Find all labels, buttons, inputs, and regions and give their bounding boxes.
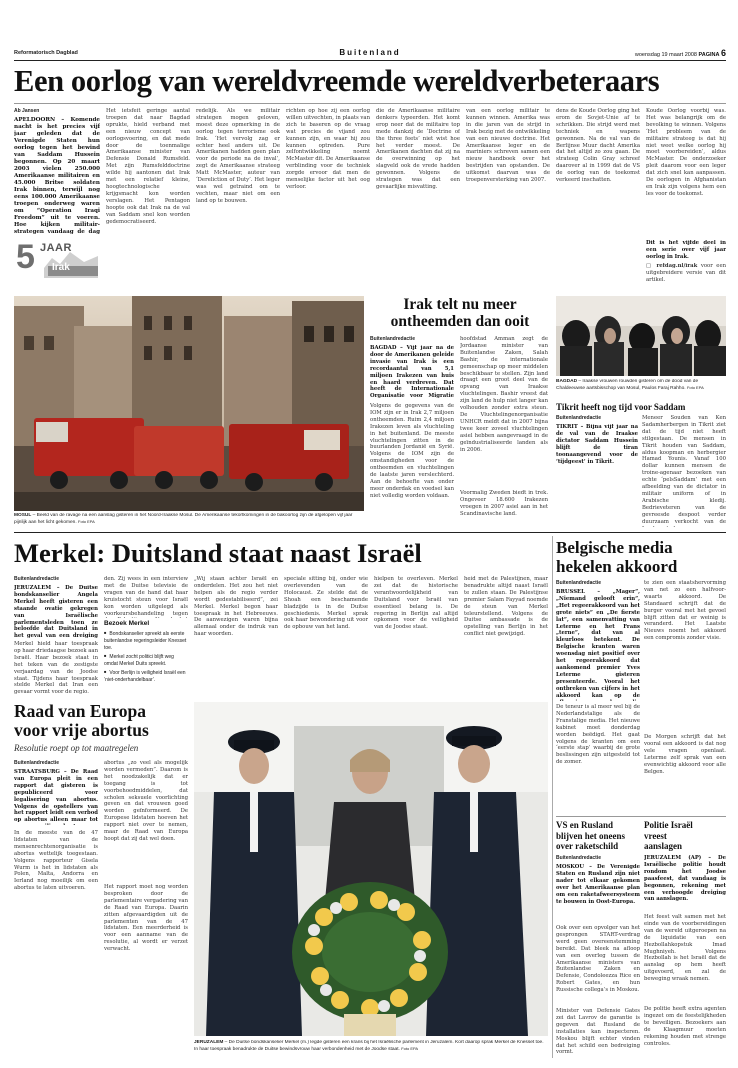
europe-headline-line-1: Raad van Europa <box>14 701 146 721</box>
merkel-byline: Buitenlandredactie <box>14 576 60 582</box>
series-note-title: Dit is het vijfde deel in een serie over vijf jaar oorlog in Irak. <box>646 240 726 260</box>
five-years-iraq-logo <box>14 238 100 278</box>
merkel-body-col-4: speciale sitting bij, onder wie overlevenden van de Holocaust. Ze stelde dat de Shoah een beschamende bladzijde is in de Duitse geschiedenis. Merkel sprak ook haar bewondering uit voor de opbouw van het land. <box>284 576 368 631</box>
logo-word: JAAR <box>40 242 72 254</box>
belgium-headline-line-2: hekelen akkoord <box>556 557 678 576</box>
top-body-col-3: richten op hoe zij een oorlog willen uitvechten, in plaats van zich te baseren op de vraag wat precies de vijand zou kunnen zijn, en waar hij zou kunnen optreden. Pure zelfontwikkeling noemt McMaster dit. De Amerikaanse verblinding voor de techniek zorgde ervoor dat men de menselijke factor uit het oog verloor. <box>286 108 370 190</box>
saddam-intro: TIKRIT – Bijna vijf jaar na de val van de Iraakse dictator Saddam Hussein blijft de tiran toonaangevend voor de ‘tijdgeest’ in Tikrit. <box>556 424 638 465</box>
mosul-scene <box>14 296 364 511</box>
refugee-body-col-2: hoofdstad Amman zegt de Jordaanse minister van Buitenlandse Zaken, Salah Bashir, de internationale gemeenschap op meer middelen beschikbaar te stellen. Zijn land draagt een groot deel van de opvang van Iraakse vluchtelingen. Bashir vreest dat zijn land de hulp niet langer kan volhouden zonder extra steun. De Vluchtelingenorganisatie UNHCR meldt dat in 2007 bijna twee keer zoveel vluchtelingen asiel hebben aangevraagd in de geïndustrialiseerde landen als in 2006. <box>460 336 548 453</box>
page-header <box>14 50 726 60</box>
saddam-body: Meneer Souden van Ken Sadamherbergen in Tikrit ziet dat de tijd niet heeft stilgestaan. De mensen in Tikrit houden van Saddam, aldus koopman en herbergier Hamad Younis. Vanaf 100 dollar kunnen mensen de troine-agenaar bezoeken van echte ‘pelsSaddam’ met een afbeelding van de dictator in militair uniform of in Arabische kledij. Bedrieveteren van de gevreesde despoot verder duurzaam verkocht van de <box>642 415 726 525</box>
top-intro: APELDOORN – Komende nacht is het precies vijf jaar geleden dat de Verenigde Staten hun oorlog tegen het bewind van Saddam Hussein begonnen. Op 20 maart 2003 vielen 250.000 Amerikaanse militairen en 45.000 Britse soldaten Irak binnen, terwijl nog eens 100.000 Amerikaanse troepen onderweg waren om “Operation Iraqi Freedom” uit te voeren. Hoe kijken militair-strategen vandaag de dag <box>14 117 100 235</box>
top-headline-rule <box>14 103 726 104</box>
refugee-headline <box>370 296 550 330</box>
photo-bagdad-caption-text: – Iraakse vrouwen rouwden gisteren om de dood van de Chaldeeuwse aartsbisschop van Mosul, Paulos Faraj Rahho. <box>556 379 699 392</box>
series-note-web-line <box>646 263 726 284</box>
photo-mosul <box>14 296 364 511</box>
merkel-box-item: ■ Merkel zocht politici blijft weg omdat Merkel Duits spreekt. <box>104 652 188 668</box>
photo-jeruzalem-caption-place: JERUZALEM <box>194 1040 224 1045</box>
series-note-web[interactable]: refdag.nl/irak <box>656 262 698 269</box>
merkel-box-item: ■ Voor Berlijn is veiligheid Israël een ‘niet-onderhandelbaar’. <box>104 668 188 684</box>
belgium-headline-line-1: Belgische media <box>556 538 673 557</box>
merkel-body-col-2: den. Zij wees in een interview met de Duitse televisie de vragen van de hand dat haar kruistocht steun voor Israël kon worden uitgelegd als voorkeursbehandeling tegen <box>104 576 188 617</box>
merkel-body-col-6: heid met de Palestijnen, maar benadrukte altijd naast Israël te zullen staan. De Palestijnse premier Salam Fayyad noemde de steun van Merkel teleurstellend. Volgens de Duitse ambassade is de opstelling van Berlijn in het conflict niet gewijzigd. <box>464 576 548 638</box>
photo-mosul-caption <box>14 513 364 527</box>
merkel-box-title: Bezoek Merkel <box>104 620 150 627</box>
right-column-rule <box>556 816 726 817</box>
israel-intro: JERUZALEM (AP) – De Israëlische politie houdt rondom het Joodse paasfeest, dat vandaag is begonnen, rekening met een verhoogde dreiging van aanslagen. <box>644 855 726 903</box>
refugee-body-col-1: Volgens de gegevens van de IOM zijn er in Irak 2,7 miljoen ontheemden. Ruim 2,4 miljoen Irakezen leven als vluchteling in het buitenland. De meeste vluchtelingen zitten in de buurlanden Jordanië en Syrië. Volgens de IOM zijn de omstandigheden voor de ontheemden en vluchtelingen de laatste jaren verslechterd. Aan de behoefte van onder meer onderdak en voedsel kan niet volledig worden voldaan. <box>370 403 454 499</box>
refugee-headline-line-2: ontheemden dan ooit <box>390 313 530 330</box>
section-divider <box>14 532 726 533</box>
merkel-intro: JERUZALEM – De Duitse bondskanselier Angela Merkel heeft gisteren een staande ovatie gekregen van Israëlische parlementsleden toen ze beloofde dat Duitsland in het geval van een dreiging <box>14 585 98 639</box>
merkel-body-col-5: hielpen te overleven. Merkel zei dat de historische verantwoordelijkheid van Duitsland voor Israël van essentieel belang is. De regering in Berlijn zal altijd opkomen voor de veiligheid van de Joodse staat. <box>374 576 458 631</box>
page-number: 6 <box>720 48 726 58</box>
merkel-box-item: ■ Bondskanselier spreekt als eerste buitenlandse regeringsleider Knesset toe. <box>104 629 188 652</box>
russia-intro: MOSKOU – De Verenigde Staten en Rusland zijn niet nader tot elkaar gekomen over het Amerikaanse plan om een raketafweersysteem te bouwen in Oost-Europa. <box>556 864 640 905</box>
russia-headline-line-1: VS en Rusland <box>556 820 614 830</box>
page-info <box>635 48 726 58</box>
photo-bagdad-credit: Foto EPA <box>686 385 704 391</box>
series-note-extra: voor een uitgebreidere versie van dit artikel. <box>646 262 726 283</box>
publisher-name: Reformatorisch Dagblad <box>14 50 78 56</box>
refugee-headline-line-1: Irak telt nu meer <box>403 296 517 313</box>
israel-headline <box>644 820 726 852</box>
photo-bagdad <box>556 296 726 376</box>
belgium-byline: Buitenlandredactie <box>556 580 602 586</box>
top-headline: Een oorlog van wereldvreemde wereldverbeteraars <box>14 64 660 98</box>
merkel-body-col-3: „Wij staan achter Israël en onderdelen. Het zou het niet helpen als de regio verder wordt gedestabiliseerd”, zei Merkel. Merkel begon haar toespraak in het Hebreeuws. De aanwezigen waren bijna allemaal onder de indruk van haar woorden. <box>194 576 278 638</box>
page-date: woensdag 19 maart 2008 <box>634 52 697 58</box>
section-title: Buitenland <box>339 48 401 57</box>
web-icon: □ <box>646 262 653 269</box>
merkel-info-box <box>104 620 188 700</box>
bagdad-scene <box>556 296 726 376</box>
top-body-col-1: Het ietsfeit geringe aantal troepen dat naar Bagdad oprukte, hield verband met een nieuw concept van oorlogsvoering, en dat mede door de toenmalige Amerikaanse minister van Defensie Donald Rumsfeld. Met zijn Rumsfelddoctrine wilde hij aantonen dat Irak met een relatief kleine, hoogtechnologische krijgsmacht kon worden verslagen. Het Pentagon hoopte ook dat Irak na de val van Saddam snel kon worden gedemocratiseerd. <box>106 108 190 225</box>
right-column-divider <box>552 536 553 1058</box>
israel-headline-line-1: Politie Israël <box>644 820 693 830</box>
russia-headline <box>556 820 640 852</box>
logo-country: Irak <box>52 262 70 273</box>
logo-number: 5 <box>16 238 35 276</box>
russia-headline-line-2: blijven het oneens <box>556 830 626 841</box>
top-author: Ab Jansen <box>14 108 40 114</box>
top-body-col-2: redelijk. Als we militair strategen mogen geloven, moest deze opmerking in de oorlog tegen terrorisme ook Irak. ‘Het vervolg zag er echter heel anders uit. De Amerikanen hadden geen plan voor de periode na de inval’, zegt de Amerikaanse strateeg Matt McMaster, auteur van ‘Dereliction of Duty’. Het leger was wel getraind om te vechten, maar niet om een land op te bouwen. <box>196 108 280 204</box>
page-label: PAGINA <box>698 52 720 58</box>
top-body-col-7: Koude Oorlog voorbij was. Het was belangrijk om de bevolking te winnen. Volgens ‘Het probleem van de militaire strateeg is dat hij niet weet welke oorlog hij moet voorbereiden’, aldus McMaster. De onderzoeker pleit daarom voor een leger dat zich snel kan aanpassen. De oorlogen in Afghanistan en Irak zijn volgens hem een les voor de toekomst. <box>646 108 726 197</box>
photo-jeruzalem <box>194 702 548 1036</box>
saddam-byline: Buitenlandredactie <box>556 415 602 421</box>
photo-jeruzalem-caption-text: – De Duitse bondskanselier Merkel (m.) legde gisteren een krans bij het Israëlische parlement in Jeruzalem. Kort daarop sprak Merkel de Knesset toe. In haar toespraak benadrukte de Duitse bewindsvrouw haar verbondenheid met de Joodse staat. <box>194 1040 544 1053</box>
jeruzalem-scene <box>194 702 548 1036</box>
belgium-body-col-1: De teneur is al meer wel bij de Nederlandstalige als de Franstalige media. Het nieuwe kabinet moet donderdag worden beëdigd. Het gaat volgens de kranten om een ‘eerste stap’ waarbij de grote beslissingen zijn uitgesteld tot de zomer. <box>556 704 640 766</box>
photo-bagdad-caption <box>556 379 726 399</box>
israel-body-1: Het feest valt samen met het einde van de voorbereidingen van de wereld uitgeroepen na de liquidatie van een Hezbollahkopstuk Imad Mughniyeh. Volgens Hezbollah is het Israël dat de aanslag op hem heeft uitgevoerd, en zal de beweging wraak nemen. <box>644 914 726 983</box>
merkel-body-col-1: Merkel hield haar toespraak op haar driedaagse bezoek aan Israël. Haar bezoek staat in het teken van de zestigste verjaardag van de Joodse staat. Tijdens haar toespraak stelde Merkel dat Iran een gevaar vormt voor de regio. <box>14 641 98 696</box>
belgium-body-col-3: De Morgen schrijft dat het vooral een akkoord is dat nog vele vragen openlaat. Leterme zelf sprak van een evenwichtig akkoord voor alle Belgen. <box>644 734 726 775</box>
europe-body-col-3: Het rapport moet nog worden besproken door de parlementaire vergadering van de Raad van Europa. Daarin zitten afgevaardigden uit de parlementen van de 47 lidstaten. Een meerderheid is voor een aanname van de resolutie, al wordt er verzet verwacht. <box>104 884 188 953</box>
belgium-headline <box>556 538 726 576</box>
merkel-headline: Merkel: Duitsland staat naast Israël <box>14 538 422 568</box>
refugee-byline: Buitenlandredactie <box>370 336 416 342</box>
russia-headline-line-3: over raketschild <box>556 841 619 851</box>
merkel-box-list <box>104 629 188 684</box>
europe-body-col-1: In de meeste van de 47 lidstaten van de mensenrechtenorganisatie is abortus wettelijk toegestaan. Volgens rapporteur Gisela Wurm is het in lidstaten als Polen, Malta, Andorra en Ierland nog moeilijk om een abortus te laten uitvoeren. <box>14 830 98 892</box>
europe-body-col-2: abortus „zo veel als mogelijk worden vermeden”. Daarom is het noodzakelijk dat er toegang is tot voorbehoedmiddelen, dat scholen seksuele voorlichting geven en dat vrouwen goed worden geïnformeerd. De Europese lidstaten hoeven het rapport niet over te nemen, maar de Raad van Europa hoopt dat zij dat wel doen. <box>104 760 188 842</box>
refugee-body-col-3: Voormalig Zweden biedt in trek. Ongeveer 18.600 Irakezen vroegen in 2007 asiel aan in het Scandinavische land. <box>460 490 548 517</box>
photo-jeruzalem-caption <box>194 1040 548 1058</box>
photo-jeruzalem-credit: Foto EPA <box>401 1046 419 1052</box>
russia-byline: Buitenlandredactie <box>556 855 602 861</box>
top-body-col-4: die de Amerikaanse militaire denkers typeerden. Het komt erop neer dat de militaire top mede dankzij de ‘Doctrine of the three feets’ niet wist hoe het verder moest. De Amerikanen dachten dat zij na de overwinning op het slagveld ook de vrede hadden gewonnen. Volgens de strategen was dat een gevaarlijke misvatting. <box>376 108 460 190</box>
photo-bagdad-caption-place: BAGDAD <box>556 379 578 384</box>
europe-headline <box>14 702 190 740</box>
europe-intro: STRAATSBURG – De Raad van Europa pleit in een rapport dat gisteren is gepubliceerd voor legalisering van abortus. Volgens de opstellers van het rapport leidt een verbod op abortus alleen maar tot <box>14 769 98 824</box>
belgium-intro: BRUSSEL – „Mager”, „Niemand gelooft erin”, „Het regeerakkoord van het grote niets” en „De fierste lat”, een samenvatting van Leterme en het Frans „terne”, dat van al kleurloos betekent. De Belgische kranten waren woensdag niet positief over het regeerakkoord dat aankomend premier Yves Leterme gisteren presenteerde. Vooral het ontbreken van cijfers in het akkoord kan op de <box>556 589 640 699</box>
belgium-body-col-2: te zien een staatshervorming van net zo een halfvoor-waarts akkoord. De Standaard schrijft dat de burger vooral met het gevoel blijft zitten dat er weinig is veranderd. Het Laatste Nieuws noemt het akkoord een compromis zonder visie. <box>644 580 726 642</box>
israel-headline-line-2: vreest <box>644 830 667 841</box>
photo-mosul-caption-place: MOSUL <box>14 513 32 518</box>
russia-body-1: Ook over een opvolger van het gesprongen START-verdrag werd geen overeenstemming bereikt. Dat bleek na afloop van een overleg tussen de Amerikaanse ministers van Buitenlandse Zaken en Defensie, Condoleezza Rice en Robert Gates, en hun Russische collega’s in Moskou. <box>556 925 640 994</box>
header-rule <box>14 60 726 61</box>
top-body-col-6: dens de Koude Oorlog ging het erom de Sovjet-Unie af te schrikken. Die strijd werd met techniek en wapens gewonnen. Na de val van de Berlijnse Muur dacht Amerika dat het altijd zo zou gaan. De strateeg Colin Gray schreef daarover al in 1999 dat de VS de oorlog van de toekomst verkeerd inschatten. <box>556 108 640 184</box>
refugee-intro: BAGDAD – Vijf jaar na de door de Amerikanen geleide invasie van Irak is een recordaantal van 5,1 miljoen Irakezen van huis en haard verdreven. Dat heeft de Internationale Organisatie voor Migratie <box>370 345 454 399</box>
top-body-col-5: van een oorlog militair te kunnen winnen. Amerika was in die jaren van de strijd in Irak bezig met de ontwikkeling van een nieuwe doctrine. Het Amerikaanse leger en de mariniers schreven samen een nieuw handboek over het bestrijden van opstanden. De uitkomst daarvan was de troepenversterking van 2007. <box>466 108 550 184</box>
photo-mosul-credit: Foto EPA <box>78 519 95 525</box>
russia-body-2: Minister van Defensie Gates zei dat Lavrov de garantie is gegeven dat Rusland de installaties kan inspecteren. Moskou blijft echter vinden dat het schild een bedreiging vormt. <box>556 1008 640 1056</box>
photo-mosul-caption-text: – Beeld van de ravage na een aanslag gisteren in het Noord-Iraakse Mosul. De Amerikaanse tekortkomingen in de bakoorlog zijn de afgelopen vijf jaar pijnlijk aan het licht gekomen. <box>14 513 353 526</box>
europe-subtitle: Resolutie roept op tot maatregelen <box>14 743 139 753</box>
saddam-headline: Tikrit heeft nog tijd voor Saddam <box>556 402 686 412</box>
europe-byline: Buitenlandredactie <box>14 760 60 766</box>
israel-body-2: De politie heeft extra agenten ingezet om de feestelijkheden te beveiligen. Bezoekers aan de Klaagmuur moeten rekening houden met strenge controles. <box>644 1006 726 1047</box>
europe-headline-line-2: voor vrije abortus <box>14 720 149 740</box>
series-note <box>646 240 726 283</box>
israel-headline-line-3: aanslagen <box>644 841 683 851</box>
